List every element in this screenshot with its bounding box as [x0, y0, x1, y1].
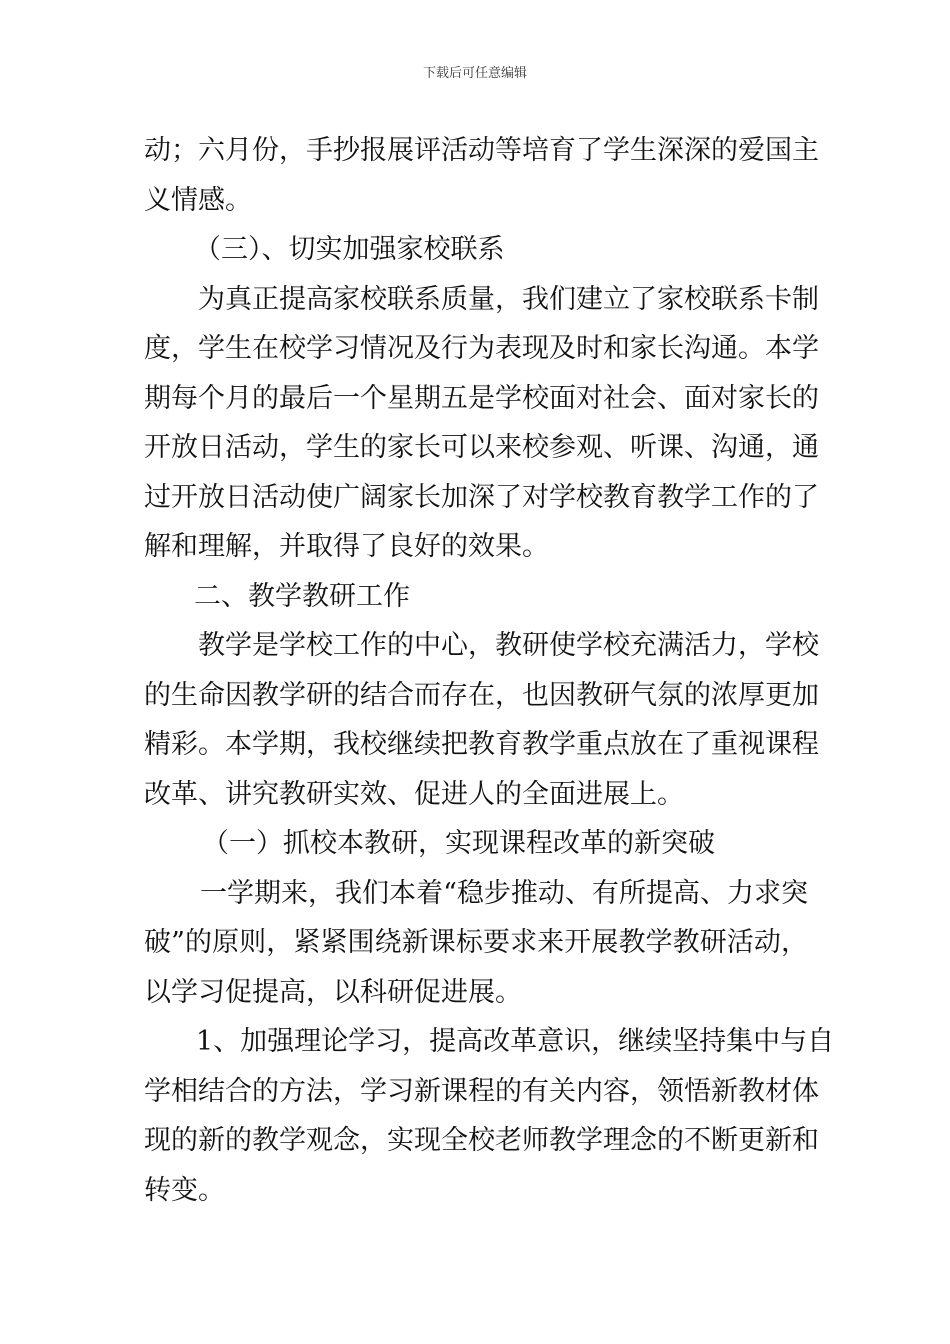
text-line: 教学是学校工作的中心，教研使学校充满活力，学校 — [198, 630, 819, 661]
text-line: 义情感。 — [144, 184, 252, 216]
text-line: 开放日活动，学生的家长可以来校参观、听课、沟通，通 — [144, 432, 819, 463]
text-line: 转变。 — [144, 1174, 225, 1206]
text-line: 学相结合的方法，学习新课程的有关内容，领悟新教材体 — [144, 1075, 819, 1107]
text-line: 一学期来，我们本着“稳步推动、有所提高、力求突 — [200, 877, 808, 909]
section-heading: （三）、切实加强家校联系 — [194, 234, 505, 265]
page-header: 下载后可任意编辑 — [422, 66, 527, 81]
text-line: 破”的原则，紧紧围绕新课标要求来开展教学教研活动， — [144, 927, 808, 958]
text-line: 动；六月份，手抄报展评活动等培育了学生深深的爱国主 — [144, 135, 819, 166]
text-line: 以学习促提高，以科研促进展。 — [144, 976, 522, 1008]
text-line: 精彩。本学期，我校继续把教育教学重点放在了重视课程 — [144, 729, 819, 760]
text-line: 1、加强理论学习，提高改革意识，继续坚持集中与自 — [196, 1026, 835, 1057]
section-heading: （一）抓校本教研，实现课程改革的新突破 — [202, 828, 715, 859]
text-line: 过开放日活动使广阔家长加深了对学校教育教学工作的了 — [144, 481, 819, 513]
document-body — [144, 126, 835, 1215]
text-line: 度，学生在校学习情况及行为表现及时和家长沟通。本学 — [144, 333, 819, 364]
text-line: 解和理解，并取得了良好的效果。 — [144, 531, 549, 562]
section-heading: 二、教学教研工作 — [194, 580, 410, 612]
text-line: 期每个月的最后一个星期五是学校面对社会、面对家长的 — [144, 382, 819, 414]
text-line: 改革、讲究教研实效、促进人的全面进展上。 — [144, 778, 684, 810]
text-line: 的生命因教学研的结合而存在，也因教研气氛的浓厚更加 — [144, 679, 819, 711]
text-line: 现的新的教学观念，实现全校老师教学理念的不断更新和 — [144, 1125, 819, 1156]
text-line: 为真正提高家校联系质量，我们建立了家校联系卡制 — [198, 283, 819, 315]
